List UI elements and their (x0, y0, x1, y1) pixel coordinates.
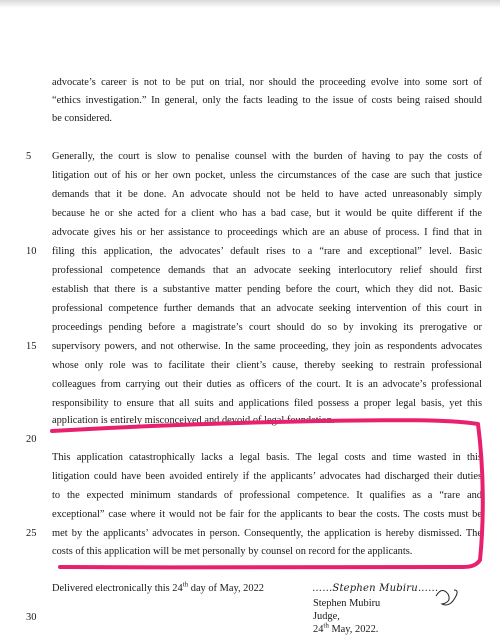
signature-date-rest: May, 2022. (328, 624, 379, 635)
p2-line-10: proceedings pending before a magistrate’s court should do so by invoking its prerogative or (52, 322, 482, 333)
p3-line-3: to the expected minimum standards of professional competence. It qualifies as a “rare and (52, 490, 482, 501)
judge-title: Judge, (313, 611, 340, 622)
signature-date (313, 621, 379, 636)
p2-line-2: litigation out of his or her own pocket, unless the circumstances of the case are such that justice (52, 170, 482, 181)
p3-line-4: exceptional” case where it would not be fair for the applicants to bear the costs. The costs must be (52, 509, 482, 520)
delivery-suffix: day of May, 2022 (188, 583, 264, 594)
line-number-5: 5 (26, 151, 32, 162)
p1-line-1: advocate’s career is not to be put on trial, nor should the proceeding evolve into some sort of (52, 77, 482, 88)
delivery-prefix: Delivered electronically this 24 (52, 583, 183, 594)
delivery-sup: th (182, 580, 189, 589)
line-number-15: 15 (26, 341, 37, 352)
signature-date-day: 24 (313, 624, 324, 635)
p2-line-7: professional competence demands that an advocate seeking interlocutory relief should first (52, 265, 482, 276)
line-number-30: 30 (26, 612, 37, 623)
p2-line-3: demands that it be done. An advocate should not be held to have acted unreasonably simply (52, 189, 482, 200)
line-number-25: 25 (26, 528, 37, 539)
delivery-line (52, 580, 264, 595)
p1-line-2: “ethics investigation.” In general, only the facts leading to the issue of costs being raised should (52, 95, 482, 106)
p2-line-1: Generally, the court is slow to penalise counsel with the burden of having to pay the costs of (52, 151, 482, 162)
line-number-10: 10 (26, 246, 37, 257)
p3-line-2: litigation could have been avoided entirely if the applicants’ advocates had discharged their duties (52, 471, 482, 482)
p3-line-5: met by the applicants’ advocates in person. Consequently, the application is hereby dismissed. The (52, 528, 482, 539)
p1-line-3: be considered. (52, 113, 113, 124)
p2-line-6: filing this application, the advocates’ default rises to a “rare and exceptional” level. Basic (52, 246, 482, 257)
p2-line-9: professional competence further demands that an advocate seeking intervention of this court in (52, 303, 482, 314)
p2-line-4: because he or she acted for a client who has a bad case, but it would be quite different if the (52, 208, 482, 219)
p2-line-14: responsibility to ensure that all suits and applications filed possess a proper legal basis, yet this (52, 398, 482, 409)
signature-date-sup: th (323, 621, 329, 630)
p2-line-5: advocate gives his or her assistance to proceedings which are an abuse of process. I find that in (52, 227, 482, 238)
page-top-edge (0, 0, 500, 8)
p2-line-12: whose only role was to facilitate their client’s cause, thereby seeking to restrain professional (52, 360, 482, 371)
p3-line-1: This application catastrophically lacks a legal basis. The legal costs and time wasted in this (52, 452, 482, 463)
judge-name: Stephen Mubiru (313, 598, 381, 609)
p3-line-6: costs of this application will be met personally by counsel on record for the applicants. (52, 546, 413, 557)
p2-line-11: supervisory powers, and not otherwise. In the same proceeding, they join as respondents advocates (52, 341, 482, 352)
p2-line-8: establish that there is a substantive matter pending before the court, which they did not. Basic (52, 284, 482, 295)
p2-line-13: colleagues from carrying out their duties as officers of the court. It is an advocate’s professional (52, 379, 482, 390)
line-number-20: 20 (26, 434, 37, 445)
p2-line-15: application is entirely misconceived and devoid of legal foundation. (52, 415, 335, 426)
handwritten-signature: ……Stephen Mubiru…… (312, 583, 439, 594)
